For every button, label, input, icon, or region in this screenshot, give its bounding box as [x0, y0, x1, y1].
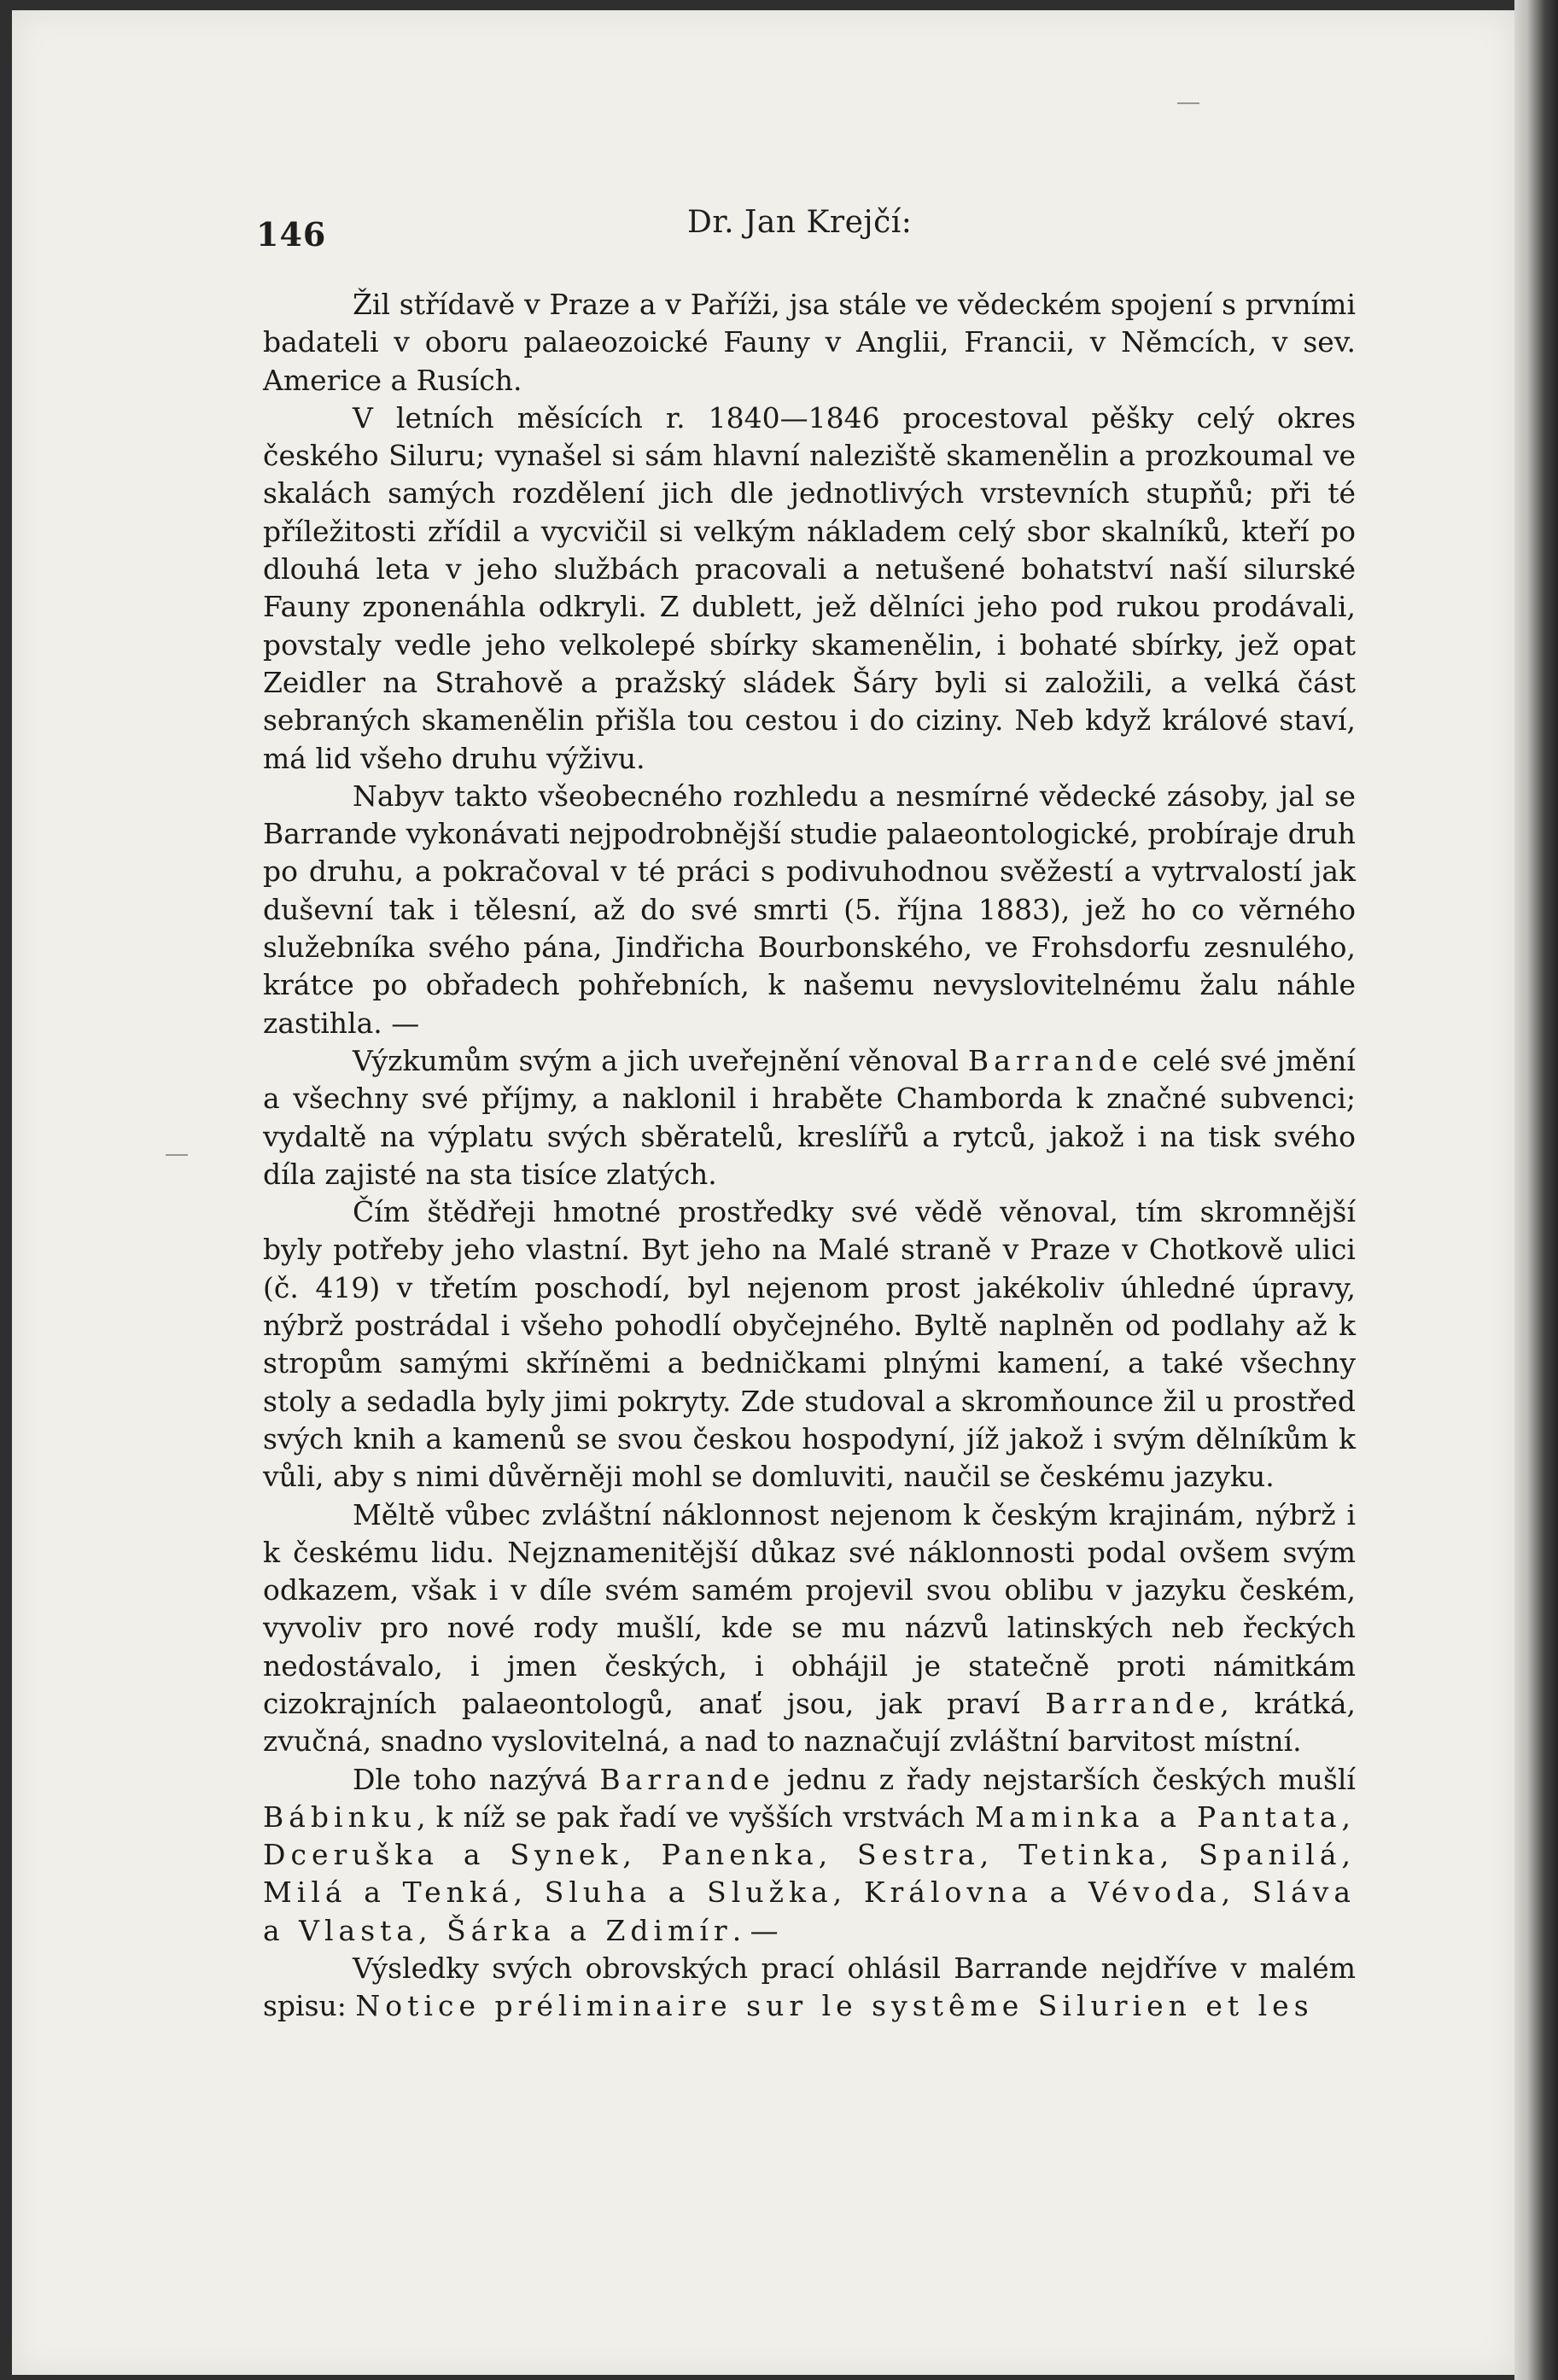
paragraph-1: Žil střídavě v Praze a v Paříži, jsa stále ve vědeckém spojení s prvními badateli v oboru palaeozoické Fauny v Anglii, Francii, v Němcích, v sev. Americe a Rusích. — [263, 288, 1356, 397]
text-run: celé své jmění a všechny své příjmy, a naklonil i hraběte Chamborda k značné subvenci; vydaltě na výplatu svých sběratelů, kreslířů a rytců, jakož i na tisk svého díla zajisté na sta tisíce zlatých. — [263, 1043, 1356, 1191]
text-run: . — — [732, 1913, 779, 1947]
paragraph-4 — [263, 1042, 1356, 1193]
text-run: , krátká, zvučná, snadno vyslovitelná, a nad to naznačují zvláštní barvitost místní. — [263, 1686, 1356, 1759]
spaced-name: Bábinku — [263, 1800, 417, 1834]
paragraph-2: V letních měsících r. 1840—1846 procestoval pěšky celý okres českého Siluru; vynašel si sám hlavní naleziště skamenělin a prozkoumal ve skalách samých rozdělení jich dle jednotlivých vrstevních stupňů; při té příležitosti zřídil a vycvičil si velkým nákladem celý sbor skalníků, kteří po dlouhá leta v jeho službách pracovali a netušené bohatství naší silurské Fauny zponenáhla odkryli. Z dublett, jež dělníci jeho pod rukou prodávali, povstaly vedle jeho velkolepé sbírky skamenělin, i bohaté sbírky, jež opat Zeidler na Strahově a pražský sládek Šáry byli si založili, a velká část sebraných skamenělin přišla tou cestou i do ciziny. Neb když králové staví, má lid všeho druhu výživu. — [263, 400, 1356, 775]
text-run: Výzkumům svým a jich uveřejnění věnoval — [353, 1043, 968, 1077]
running-head: Dr. Jan Krejčí: — [687, 205, 913, 240]
page-header — [256, 205, 1357, 256]
paragraph-5: Čím štědřeji hmotné prostředky své vědě věnoval, tím skromnější byly potřeby jeho vlastní. Byt jeho na Malé straně v Praze v Chotkově ulici (č. 419) v třetím poschodí, byl nejenom prost jakékoliv úhledné úpravy, nýbrž postrádal i všeho pohodlí obyčejného. Byltě naplněn od podlahy až k stropům samými skříněmi a bedničkami plnými kamení, a také všechny stoly a sedadla byly jimi pokryty. Zde studoval a skromňounce žil u prostřed svých knih a kamenů se svou českou hospodyní, jíž jakož i svým dělníkům k vůli, aby s nimi důvěrněji mohl se domluviti, naučil se českému jazyku. — [263, 1195, 1356, 1494]
scan-mark — [1177, 102, 1199, 104]
text-run: Výsledky svých obrovských prací ohlásil Barrande nejdříve v malém spisu: — [263, 1951, 1356, 2023]
paragraph-7 — [263, 1761, 1356, 1950]
spaced-name: Barrande — [967, 1043, 1143, 1077]
text-run: Měltě vůbec zvláštní náklonnost nejenom k českým krajinám, nýbrž i k českému lidu. Nejznamenitější důkaz své náklonnosti podal ovšem svým odkazem, však i v díle svém samém projevil svou oblibu v jazyku českém, vyvoliv pro nové rody mušlí, kde se mu názvů latinských neb řeckých nedostávalo, i jmen českých, i obhájil je statečně proti námitkám cizokrajních palaeontologů, anať jsou, jak praví — [263, 1497, 1356, 1720]
paragraph-6 — [263, 1496, 1356, 1761]
main-text — [263, 286, 1356, 2026]
page-edge-shadow — [1514, 0, 1558, 2380]
paragraph-3: Nabyv takto všeobecného rozhledu a nesmírné vědecké zásoby, jal se Barrande vykonávati nejpodrobnější studie palaeontologické, probíraje druh po druhu, a pokračoval v té práci s podivuhodnou svěžestí a vytrvalostí jak duševní tak i tělesní, až do své smrti (5. října 1883), jež ho co věrného služebníka svého pána, Jindřicha Bourbonského, ve Frohsdorfu zesnulého, krátce po obřadech pohřebních, k našemu nevyslovitelnému žalu náhle zastihla. — — [263, 779, 1356, 1040]
text-run: , k níž se pak řadí ve vyšších vrstvách — [417, 1800, 976, 1834]
scan-mark — [166, 1154, 188, 1156]
page-number: 146 — [256, 215, 327, 254]
text-run: Dle toho nazývá — [353, 1762, 600, 1796]
spaced-title: Notice préliminaire sur le systême Silurien et les — [355, 1989, 1314, 2023]
spaced-name-list: Maminka a Pantata, Dceruška a Synek, Panenka, Sestra, Tetinka, Spanilá, Milá a Tenká, Sluha a Služka, Královna a Vévoda, Sláva a Vlasta, Šárka a Zdimír — [263, 1800, 1356, 1947]
spaced-name: Barrande — [599, 1762, 775, 1796]
text-run: jednu z řady nejstarších českých mušlí — [774, 1762, 1356, 1796]
paragraph-8 — [263, 1950, 1356, 2026]
spaced-name: Barrande — [1045, 1686, 1221, 1720]
